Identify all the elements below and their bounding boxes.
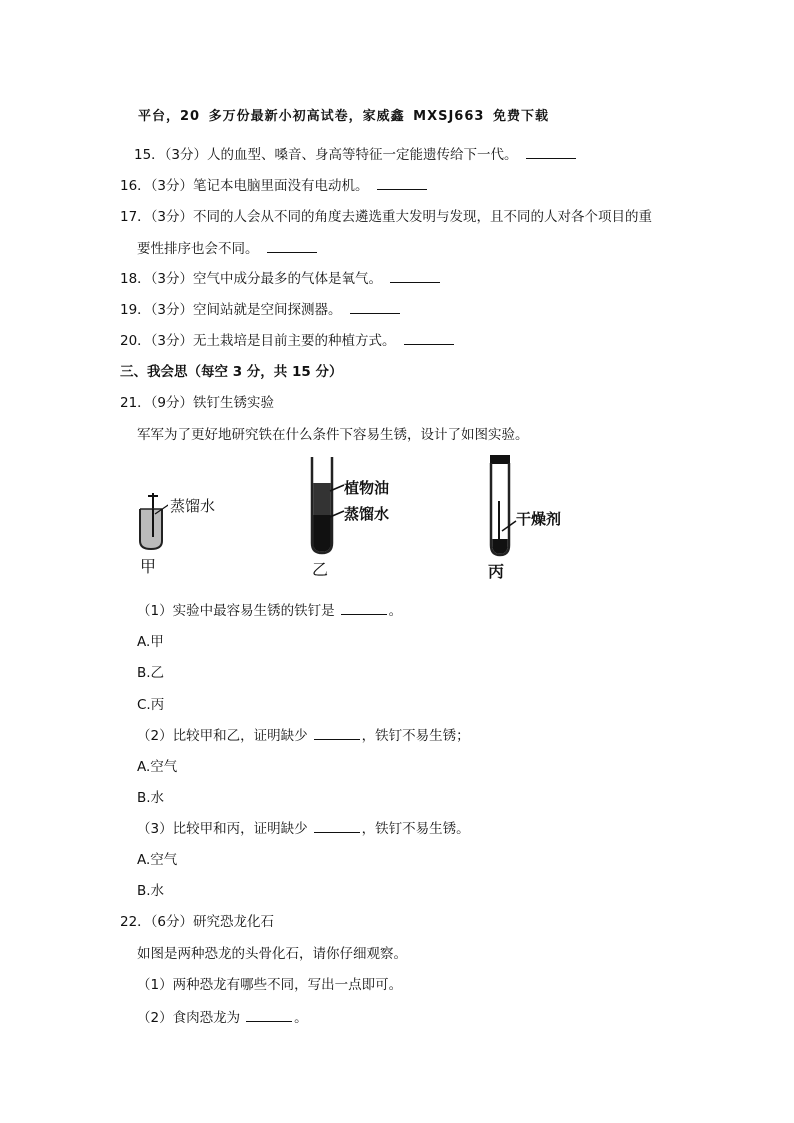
answer-blank [377,177,427,190]
bing-caption: 丙 [488,562,505,581]
bing-label: 干燥剂 [516,510,562,528]
question-18-text: 18．（3分）空气中成分最多的气体是氧气。 [120,271,383,287]
answer-blank [404,332,454,345]
answer-blank [267,240,317,253]
question-19 [120,301,400,319]
question-17-text: 要性排序也会不同。 [137,241,259,257]
option-b: B.水 [137,883,165,899]
question-21-sub3 [137,820,470,838]
question-21-title: 21．（9分）铁钉生锈实验 [120,395,275,411]
option-a: A.空气 [137,852,178,868]
question-20-text: 20．（3分）无土栽培是目前主要的种植方式。 [120,333,396,349]
sub3-end: ，铁钉不易生锈。 [361,821,470,837]
question-21-sub2 [137,727,470,745]
question-18 [120,270,440,288]
sub2-text: （2）比较甲和乙，证明缺少 [137,728,308,744]
answer-blank [526,146,576,159]
yi-label-water: 蒸馏水 [344,505,390,523]
question-17-line1: 17．（3分）不同的人会从不同的角度去遴选重大发明与发现，且不同的人对各个项目的重 [120,209,653,225]
answer-blank [246,1009,292,1022]
answer-blank [314,820,360,833]
question-21-sub1 [137,602,402,620]
sub2-end: ，铁钉不易生锈； [361,728,470,744]
question-20 [120,332,454,350]
sub2-end: 。 [294,1010,308,1026]
sub3-text: （3）比较甲和丙，证明缺少 [137,821,308,837]
rusting-experiment-figure [130,455,600,585]
tube-jia-image [134,493,168,551]
question-16 [120,177,427,195]
answer-blank [350,301,400,314]
answer-blank [314,727,360,740]
jia-label: 蒸馏水 [170,497,216,515]
question-22-sub1: （1）两种恐龙有哪些不同，写出一点即可。 [137,977,403,993]
tube-bing-image [486,455,546,557]
option-b: B.水 [137,790,165,806]
option-c: C.丙 [137,697,165,713]
option-a: A.甲 [137,634,164,650]
option-a: A.空气 [137,759,178,775]
sub1-text: （1）实验中最容易生锈的铁钉是 [137,603,335,619]
sub2-text: （2）食肉恐龙为 [137,1010,241,1026]
section-3-heading: 三、我会思（每空 3 分，共 15 分） [120,364,343,380]
question-15-text: 15．（3分）人的血型、嗓音、身高等特征一定能遗传给下一代。 [134,147,518,163]
jia-caption: 甲 [140,557,157,576]
question-22-title: 22．（6分）研究恐龙化石 [120,914,275,930]
sub1-end: 。 [388,603,403,619]
question-22-sub2 [137,1009,308,1027]
question-19-text: 19．（3分）空间站就是空间探测器。 [120,302,342,318]
question-22-intro: 如图是两种恐龙的头骨化石，请你仔细观察。 [137,946,407,962]
yi-label-oil: 植物油 [344,479,390,497]
question-21-intro: 军军为了更好地研究铁在什么条件下容易生锈，设计了如图实验。 [137,427,529,443]
page-banner: 平台，20 多万份最新小初高试卷，家威鑫 MXSJ663 免费下载 [138,109,549,124]
option-b: B.乙 [137,665,165,681]
answer-blank [341,602,387,615]
question-17-line2 [137,240,317,258]
answer-blank [390,270,440,283]
question-15 [134,146,576,164]
yi-caption: 乙 [312,560,329,579]
question-16-text: 16．（3分）笔记本电脑里面没有电动机。 [120,178,369,194]
